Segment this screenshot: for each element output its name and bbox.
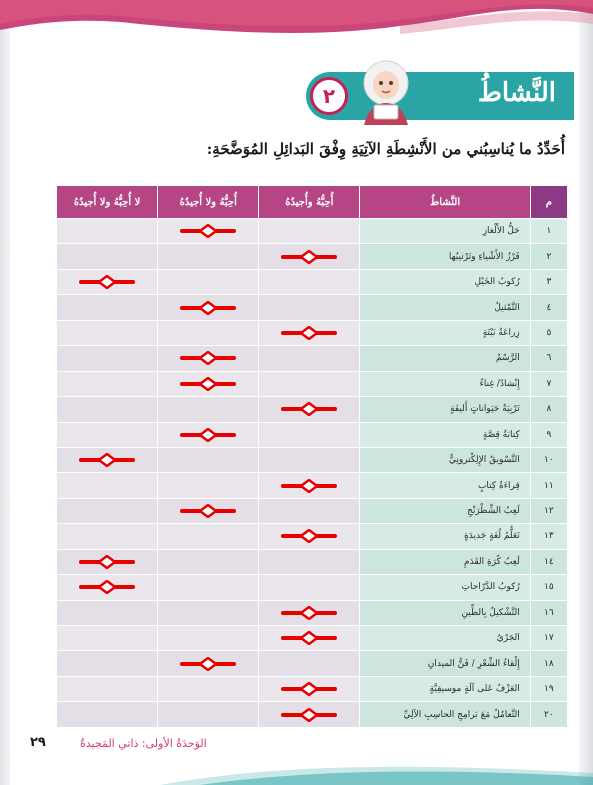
choice-cell-like-and-good[interactable] [259,397,360,422]
selection-mark-icon [280,326,338,340]
choice-cell-not-like-not-good[interactable] [57,447,158,472]
selection-mark-icon [280,250,338,264]
choice-cell-not-like-not-good[interactable] [57,422,158,447]
choice-cell-not-like-not-good[interactable] [57,600,158,625]
bottom-decorative-wave [0,757,593,785]
choice-cell-like-and-good[interactable] [259,575,360,600]
row-number: ١٦ [530,600,567,625]
header-like-and-good: أُحِبُّهُ وأُجيدُهُ [259,186,360,219]
table-row [57,524,568,549]
table-row [57,371,568,396]
choice-cell-not-like-not-good[interactable] [57,397,158,422]
selection-mark-icon [280,631,338,645]
choice-cell-not-like-not-good[interactable] [57,651,158,676]
choice-cell-like-and-good[interactable] [259,626,360,651]
selection-mark-icon [280,402,338,416]
choice-cell-like-and-good[interactable] [259,676,360,701]
table-row [57,600,568,625]
selection-mark-icon [179,504,237,518]
table-row [57,269,568,294]
row-number: ٩ [530,422,567,447]
choice-cell-like-and-good[interactable] [259,702,360,727]
choice-cell-like-and-good[interactable] [259,549,360,574]
selection-mark-icon [179,377,237,391]
table-row [57,575,568,600]
header-not-like-not-good: لا أُحِبُّهُ ولا أُجيدُهُ [57,186,158,219]
choice-cell-not-like-not-good[interactable] [57,676,158,701]
choice-cell-not-like-not-good[interactable] [57,702,158,727]
instruction-text: أُحَدِّدُ ما يُناسِبُني من الأَنْشِطَةِ الآتِيَةِ وِفْقَ البَدائِلِ المُوَضَّحَةِ: [206,140,565,158]
activity-number-badge: ٢ [310,77,348,115]
selection-mark-icon [280,708,338,722]
choice-cell-like-not-good[interactable] [158,498,259,523]
page-number: ٢٩ [30,735,46,750]
row-number: ١٢ [530,498,567,523]
row-number: ١٥ [530,575,567,600]
selection-mark-icon [280,529,338,543]
choice-cell-like-not-good[interactable] [158,575,259,600]
row-number: ١٣ [530,524,567,549]
top-decorative-wave [0,0,593,60]
choice-cell-like-not-good[interactable] [158,549,259,574]
table-row [57,549,568,574]
choice-cell-like-not-good[interactable] [158,676,259,701]
table-row [57,397,568,422]
choice-cell-like-and-good[interactable] [259,219,360,244]
choice-cell-like-not-good[interactable] [158,447,259,472]
choice-cell-like-not-good[interactable] [158,600,259,625]
row-activity: التَّسْويقُ الإِلِكْترونِيُّ [360,447,530,472]
row-activity: إِنْشادٌ/ غِناءٌ [360,371,530,396]
selection-mark-icon [78,275,136,289]
row-activity: العَزْفُ عَلى آلَةٍ موسيقِيَّةٍ [360,676,530,701]
row-number: ٢٠ [530,702,567,727]
row-number: ٨ [530,397,567,422]
selection-mark-icon [78,555,136,569]
selection-mark-icon [78,453,136,467]
row-number: ٥ [530,320,567,345]
table-row [57,422,568,447]
row-activity: التَّشْكيلُ بِالطِّينِ [360,600,530,625]
choice-cell-not-like-not-good[interactable] [57,473,158,498]
choice-cell-like-and-good[interactable] [259,422,360,447]
row-activity: زِراعَةُ نَبْتَةٍ [360,320,530,345]
choice-cell-like-not-good[interactable] [158,397,259,422]
choice-cell-like-not-good[interactable] [158,346,259,371]
choice-cell-like-not-good[interactable] [158,371,259,396]
choice-cell-not-like-not-good[interactable] [57,498,158,523]
row-activity: حَلُّ الأَلْغازِ [360,219,530,244]
selection-mark-icon [179,224,237,238]
row-number: ٣ [530,269,567,294]
choice-cell-like-not-good[interactable] [158,295,259,320]
selection-mark-icon [280,606,338,620]
table-row [57,498,568,523]
table-row [57,626,568,651]
table-row [57,320,568,345]
row-activity: تَرْبِيَةُ حَيَواناتٍ أَليفَةٍ [360,397,530,422]
choice-cell-not-like-not-good[interactable] [57,549,158,574]
table-row [57,702,568,727]
choice-cell-like-not-good[interactable] [158,269,259,294]
choice-cell-not-like-not-good[interactable] [57,244,158,269]
table-row [57,295,568,320]
choice-cell-like-and-good[interactable] [259,295,360,320]
row-activity: لَعِبُ كُرَةِ القَدَمِ [360,549,530,574]
selection-mark-icon [179,351,237,365]
table-row [57,676,568,701]
table-row [57,447,568,472]
choice-cell-like-and-good[interactable] [259,320,360,345]
choice-cell-like-and-good[interactable] [259,371,360,396]
row-activity: رُكوبُ الدَّرّاجاتِ [360,575,530,600]
choice-cell-like-and-good[interactable] [259,447,360,472]
choice-cell-not-like-not-good[interactable] [57,219,158,244]
choice-cell-not-like-not-good[interactable] [57,626,158,651]
header-number: م [530,186,567,219]
choice-cell-like-and-good[interactable] [259,346,360,371]
table-row [57,244,568,269]
row-activity: إِلْقاءُ الشِّعْرِ / فَنُّ الميدانِ [360,651,530,676]
choice-cell-like-not-good[interactable] [158,524,259,549]
row-number: ١٠ [530,447,567,472]
choice-cell-like-and-good[interactable] [259,524,360,549]
row-number: ١ [530,219,567,244]
selection-mark-icon [179,428,237,442]
row-activity: فَرْزُ الأَشْياءِ وتَرْتيبُها [360,244,530,269]
choice-cell-like-not-good[interactable] [158,651,259,676]
table-header-row [57,186,568,219]
choice-cell-like-not-good[interactable] [158,473,259,498]
header-like-not-good: أُحِبُّهُ ولا أُجيدُهُ [158,186,259,219]
choice-cell-like-and-good[interactable] [259,498,360,523]
choice-cell-not-like-not-good[interactable] [57,524,158,549]
row-activity: التَّعامُلُ مَعَ بَرامِجِ الحاسِبِ الآلِيِّ [360,702,530,727]
selection-mark-icon [179,301,237,315]
choice-cell-not-like-not-good[interactable] [57,320,158,345]
row-number: ١٤ [530,549,567,574]
choice-cell-not-like-not-good[interactable] [57,269,158,294]
selection-mark-icon [280,479,338,493]
choice-cell-like-not-good[interactable] [158,320,259,345]
row-activity: التَّمْثيلُ [360,295,530,320]
choice-cell-like-not-good[interactable] [158,422,259,447]
choice-cell-like-not-good[interactable] [158,219,259,244]
header-activity: النَّشاطُ [360,186,530,219]
row-activity: الرَّسْمُ [360,346,530,371]
table-row [57,651,568,676]
choice-cell-not-like-not-good[interactable] [57,295,158,320]
choice-cell-not-like-not-good[interactable] [57,575,158,600]
row-number: ٧ [530,371,567,396]
row-activity: رُكوبُ الخَيْلِ [360,269,530,294]
choice-cell-like-not-good[interactable] [158,702,259,727]
choice-cell-not-like-not-good[interactable] [57,346,158,371]
choice-cell-like-and-good[interactable] [259,600,360,625]
row-number: ١١ [530,473,567,498]
table-row [57,473,568,498]
student-reading-avatar-icon [350,55,422,127]
selection-mark-icon [280,682,338,696]
activities-table [56,185,568,728]
row-number: ٤ [530,295,567,320]
row-activity: لَعِبُ الشِّطْرَنْجِ [360,498,530,523]
footer-unit-title: الوَحدَةُ الأولى: ذاتي المَجيدةُ [80,737,207,750]
banner-title: النَّشاطُ [477,78,556,108]
page-edge-right [579,0,593,785]
row-activity: كِتابَةُ قِصَّةٍ [360,422,530,447]
page-edge-left [0,0,10,785]
choice-cell-like-not-good[interactable] [158,244,259,269]
selection-mark-icon [78,580,136,594]
row-activity: الجَرْيُ [360,626,530,651]
selection-mark-icon [179,657,237,671]
table-row [57,219,568,244]
row-number: ١٧ [530,626,567,651]
choice-cell-like-and-good[interactable] [259,473,360,498]
choice-cell-like-and-good[interactable] [259,244,360,269]
row-activity: تَعَلُّمُ لُغَةٍ جَديدَةٍ [360,524,530,549]
row-number: ٢ [530,244,567,269]
row-number: ١٩ [530,676,567,701]
row-activity: قِراءَةُ كِتابٍ [360,473,530,498]
choice-cell-like-and-good[interactable] [259,651,360,676]
row-number: ١٨ [530,651,567,676]
choice-cell-like-and-good[interactable] [259,269,360,294]
row-number: ٦ [530,346,567,371]
table-row [57,346,568,371]
choice-cell-like-not-good[interactable] [158,626,259,651]
choice-cell-not-like-not-good[interactable] [57,371,158,396]
